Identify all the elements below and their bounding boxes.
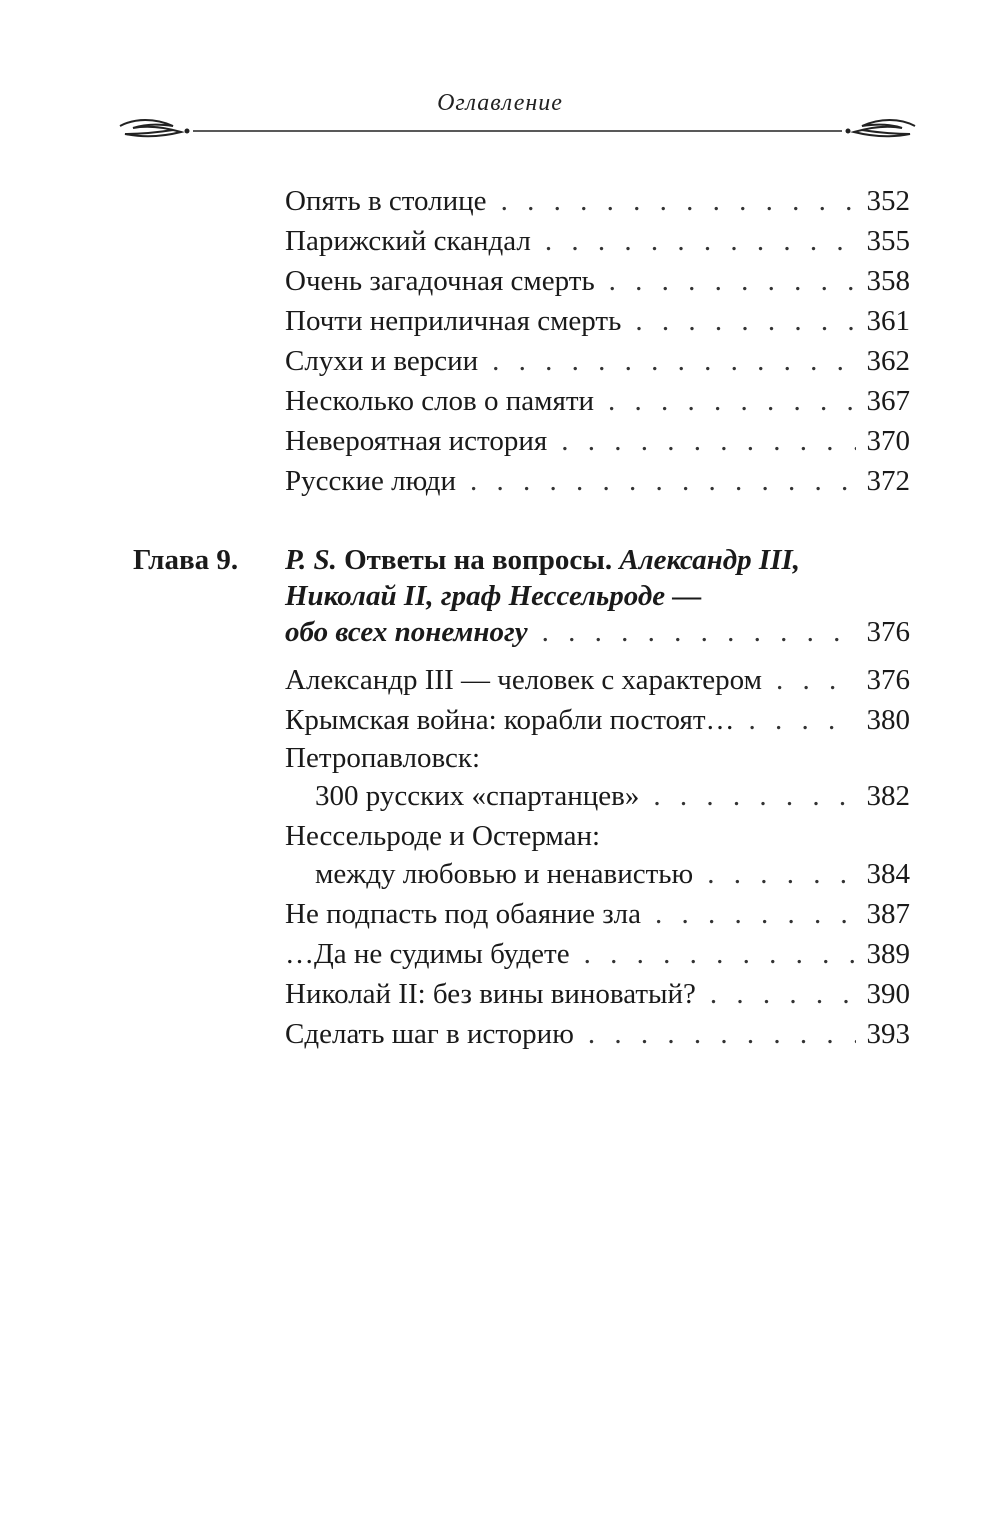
chapter-title-line-3[interactable] (285, 612, 910, 652)
chapter-page: 376 (866, 616, 910, 648)
toc-entry-page: 358 (866, 265, 910, 297)
toc-entry-title: Парижский скандал (285, 225, 531, 257)
toc-entry[interactable] (285, 421, 910, 461)
toc-entry-title: Слухи и версии (285, 345, 479, 377)
toc-entry[interactable] (285, 181, 910, 221)
dot-leader (545, 221, 856, 261)
toc-entry[interactable] (285, 301, 910, 341)
chapter-title-italic-3: обо всех понемногу (285, 616, 528, 648)
toc-entry-title: Не подпасть под обаяние зла (285, 898, 642, 930)
toc-entry-page: 362 (866, 345, 910, 377)
toc-entry-page: 384 (866, 858, 910, 890)
toc-entry-page: 390 (866, 978, 910, 1010)
toc-entry-title: Русские люди (285, 465, 457, 497)
toc-entry-title-line-2: 300 русских «спартанцев» (315, 780, 640, 812)
toc-entry-page: 370 (866, 425, 910, 457)
toc-entry-title: Почти неприличная смерть (285, 305, 622, 337)
toc-entry-title: Очень загадочная смерть (285, 265, 595, 297)
toc-entry-page: 355 (866, 225, 910, 257)
toc-entry-title: Сделать шаг в историю (285, 1018, 574, 1050)
chapter-title-line-2[interactable] (285, 576, 701, 616)
toc-entry-title: Опять в столице (285, 185, 487, 217)
chapter-label: Глава 9. (133, 544, 239, 576)
dot-leader (492, 341, 856, 381)
toc-entry[interactable] (315, 776, 910, 816)
dot-leader (542, 612, 856, 652)
toc-entry[interactable] (285, 381, 910, 421)
dot-leader (584, 934, 856, 974)
chapter-title-italic-2: Николай II, граф Нессельроде — (285, 580, 702, 612)
toc-entry-page: 361 (866, 305, 910, 337)
dot-leader (653, 776, 856, 816)
chapter-title-plain: Ответы на вопросы. (336, 544, 620, 576)
dot-leader (561, 421, 856, 461)
toc-entry[interactable] (285, 461, 910, 501)
toc-entry-page: 372 (866, 465, 910, 497)
toc-entry-page: 382 (866, 780, 910, 812)
dot-leader (707, 854, 856, 894)
dot-leader (609, 261, 856, 301)
dot-leader (749, 700, 857, 740)
toc-entry-page: 380 (866, 704, 910, 736)
toc-entry-page: 376 (866, 664, 910, 696)
toc-entry-page: 389 (866, 938, 910, 970)
toc-entry-title-line-1[interactable]: Петропавловск: (285, 742, 481, 774)
dot-leader (608, 381, 856, 421)
toc-entry-title: Крымская война: корабли постоят… (285, 704, 735, 736)
dot-leader (470, 461, 856, 501)
dot-leader (635, 301, 856, 341)
toc-entry[interactable] (285, 221, 910, 261)
chapter-title-line-1[interactable] (285, 540, 800, 580)
toc-entry[interactable] (285, 261, 910, 301)
toc-entry-title: Несколько слов о памяти (285, 385, 595, 417)
toc-entry[interactable] (285, 700, 910, 740)
toc-entry[interactable] (285, 1014, 910, 1054)
dot-leader (655, 894, 856, 934)
toc-entry[interactable] (285, 974, 910, 1014)
running-head: Оглавление (437, 90, 563, 116)
toc-entry-title: Николай II: без вины виноватый? (285, 978, 696, 1010)
toc-entry[interactable] (285, 934, 910, 974)
toc-entry-page: 367 (866, 385, 910, 417)
toc-entry-title: Невероятная история (285, 425, 548, 457)
dot-leader (501, 181, 856, 221)
toc-entry[interactable] (285, 660, 910, 700)
dot-leader (776, 660, 856, 700)
toc-entry-title: Александр III — человек с характером (285, 664, 762, 696)
toc-entry-title-line-1[interactable]: Нессельроде и Остерман: (285, 820, 601, 852)
toc-entry[interactable] (315, 854, 910, 894)
dot-leader (588, 1014, 856, 1054)
toc-entry-title-line-2: между любовью и ненавистью (315, 858, 694, 890)
chapter-prefix: P. S. (285, 544, 337, 576)
toc-entry-page: 352 (866, 185, 910, 217)
chapter-title-italic-1: Александр III, (619, 544, 801, 576)
toc-entry-page: 393 (866, 1018, 910, 1050)
toc-entry[interactable] (285, 894, 910, 934)
toc-entry[interactable] (285, 341, 910, 381)
dot-leader (710, 974, 856, 1014)
toc-entry-title: …Да не судимы будете (285, 938, 570, 970)
toc-entry-page: 387 (866, 898, 910, 930)
